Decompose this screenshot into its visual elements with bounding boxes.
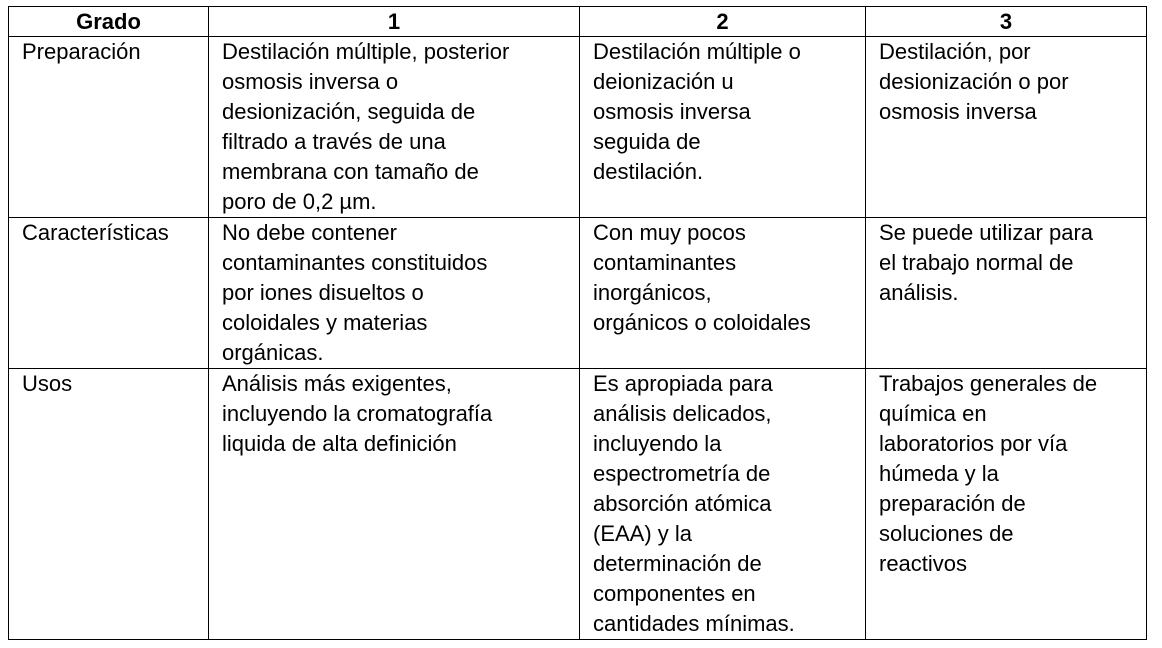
cell-caracteristicas-grade-2 bbox=[580, 218, 866, 369]
row-label-text: Preparación bbox=[22, 39, 141, 64]
cell-text: Trabajos generales de química en laboratorios por vía húmeda y la preparación de soluciones de reactivos bbox=[879, 371, 1098, 576]
header-row bbox=[9, 7, 1147, 37]
cell-usos-grade-2 bbox=[580, 369, 866, 640]
row-label-text: Características bbox=[22, 220, 169, 245]
header-grade-1: 1 bbox=[209, 7, 580, 37]
cell-text: Es apropiada para análisis delicados, incluyendo la espectrometría de absorción atómica (EAA) y la determinación de componentes en cantidades mínimas. bbox=[593, 371, 795, 636]
cell-preparacion-grade-1 bbox=[209, 37, 580, 218]
cell-usos-grade-1 bbox=[209, 369, 580, 640]
header-grade-3: 3 bbox=[866, 7, 1147, 37]
cell-caracteristicas-grade-1 bbox=[209, 218, 580, 369]
table-body bbox=[9, 37, 1147, 640]
header-grado: Grado bbox=[9, 7, 209, 37]
table-header bbox=[9, 7, 1147, 37]
cell-preparacion-grade-3 bbox=[866, 37, 1147, 218]
cell-text: Destilación, por desionización o por osmosis inversa bbox=[879, 39, 1069, 124]
table-row-usos bbox=[9, 369, 1147, 640]
cell-preparacion-grade-2 bbox=[580, 37, 866, 218]
table-row-preparacion bbox=[9, 37, 1147, 218]
header-grade-2: 2 bbox=[580, 7, 866, 37]
cell-text: Se puede utilizar para el trabajo normal de análisis. bbox=[879, 220, 1094, 305]
table-row-caracteristicas bbox=[9, 218, 1147, 369]
row-label-usos bbox=[9, 369, 209, 640]
cell-text: Destilación múltiple o deionización u osmosis inversa seguida de destilación. bbox=[593, 39, 801, 184]
water-grade-table bbox=[8, 6, 1147, 640]
cell-text: Destilación múltiple, posterior osmosis inversa o desionización, seguida de filtrado a través de una membrana con tamaño de poro de 0,2 µm. bbox=[222, 39, 510, 214]
cell-usos-grade-3 bbox=[866, 369, 1147, 640]
cell-text: Con muy pocos contaminantes inorgánicos, orgánicos o coloidales bbox=[593, 220, 811, 335]
cell-caracteristicas-grade-3 bbox=[866, 218, 1147, 369]
row-label-preparacion bbox=[9, 37, 209, 218]
cell-text: Análisis más exigentes, incluyendo la cromatografía liquida de alta definición bbox=[222, 371, 493, 456]
row-label-text: Usos bbox=[22, 371, 73, 396]
cell-text: No debe contener contaminantes constituidos por iones disueltos o coloidales y materias orgánicas. bbox=[222, 220, 488, 365]
row-label-caracteristicas bbox=[9, 218, 209, 369]
